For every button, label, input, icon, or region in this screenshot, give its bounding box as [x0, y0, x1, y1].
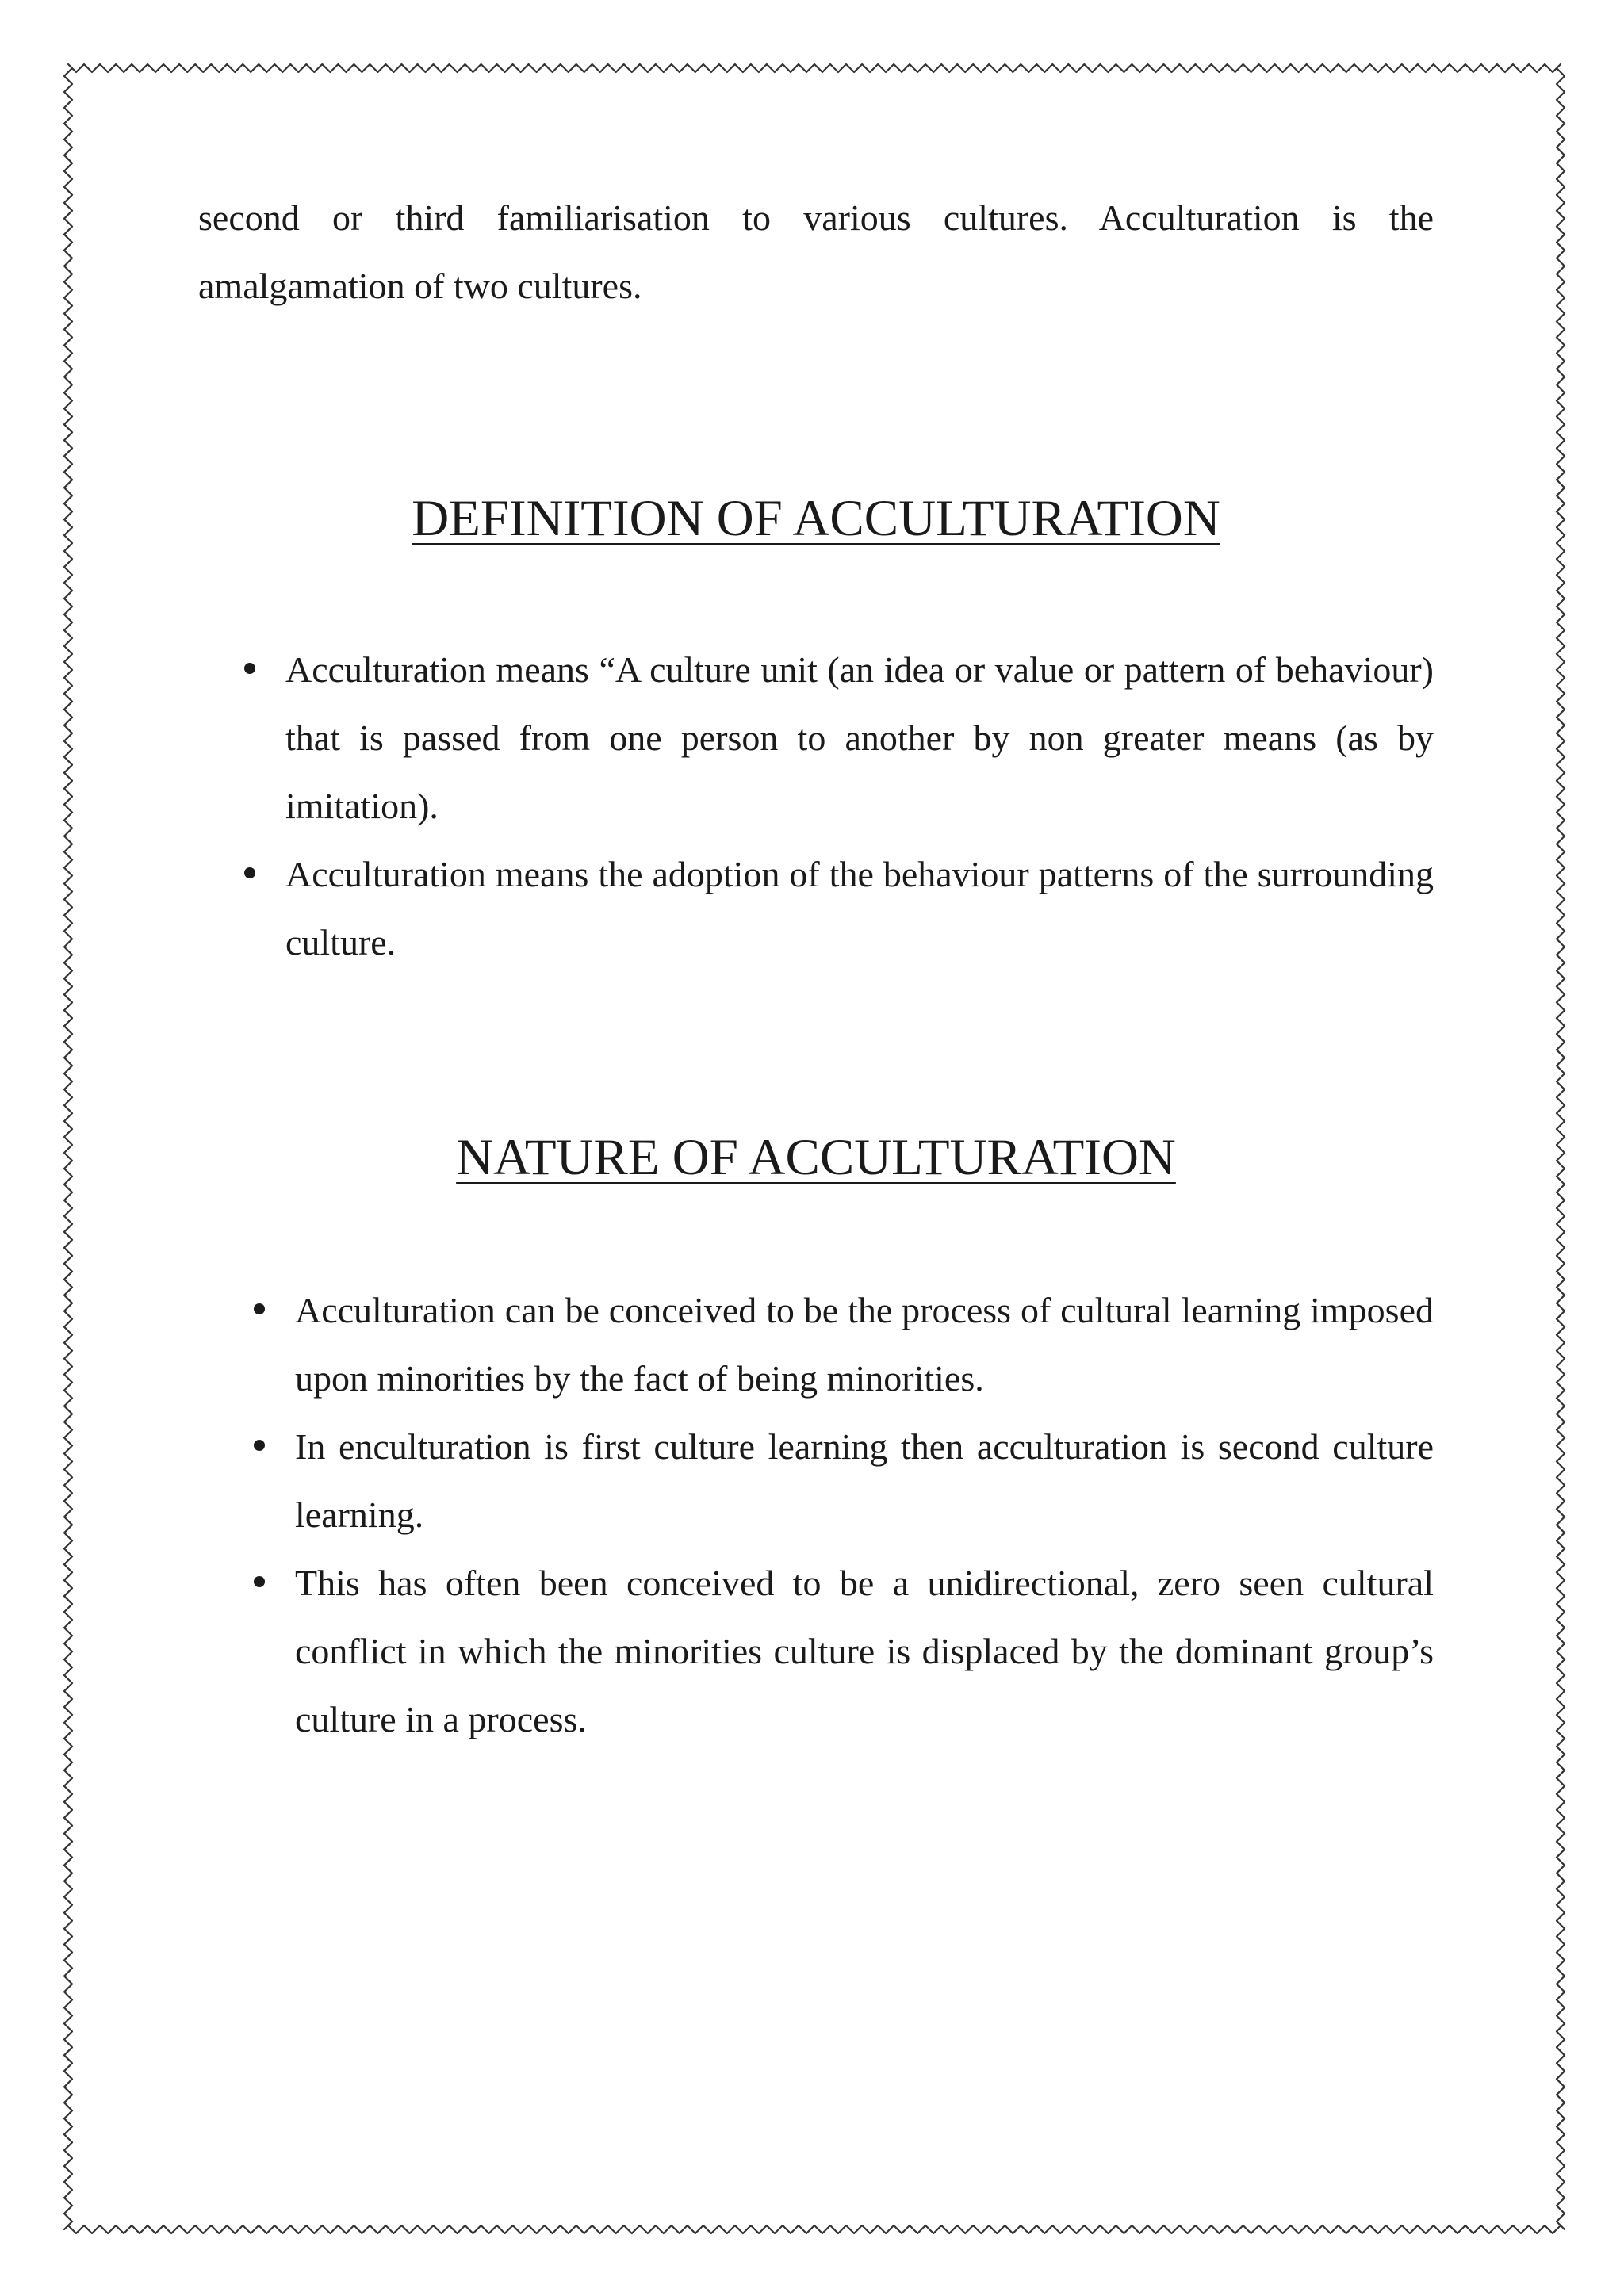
- bullet-dot-icon: [254, 1303, 265, 1314]
- nature-bullet-item: [198, 1413, 1434, 1549]
- bullet-dot-icon: [254, 1576, 265, 1587]
- bullet-dot-icon: [244, 663, 255, 674]
- bullet-text: This has often been conceived to be a unidirectional, zero seen cultural conflict in which the minorities culture is displaced by the dominant group’s culture in a process.: [295, 1563, 1434, 1739]
- nature-bullet-list: [198, 1276, 1434, 1754]
- intro-paragraph: second or third familiarisation to various cultures. Acculturation is the amalgamation of two cultures.: [198, 197, 1434, 306]
- bullet-dot-icon: [244, 867, 255, 878]
- bullet-text: Acculturation means “A culture unit (an idea or value or pattern of behaviour) that is passed from one person to another by non greater means (as by imitation).: [285, 649, 1434, 826]
- bullet-text: Acculturation means the adoption of the behaviour patterns of the surrounding culture.: [285, 854, 1434, 962]
- definition-bullet-item: [198, 636, 1434, 840]
- definition-bullet-list: [198, 636, 1434, 977]
- nature-bullet-item: [198, 1549, 1434, 1754]
- definition-bullet-item: [198, 840, 1434, 977]
- bullet-text: In enculturation is first culture learning then acculturation is second culture learning.: [295, 1426, 1434, 1535]
- definition-heading: DEFINITION OF ACCULTURATION: [412, 490, 1220, 547]
- bullet-text: Acculturation can be conceived to be the process of cultural learning imposed upon minorities by the fact of being minorities.: [295, 1290, 1434, 1399]
- nature-heading: NATURE OF ACCULTURATION: [456, 1129, 1176, 1186]
- bullet-dot-icon: [254, 1440, 265, 1451]
- nature-bullet-item: [198, 1276, 1434, 1413]
- page-content: [198, 184, 1434, 1754]
